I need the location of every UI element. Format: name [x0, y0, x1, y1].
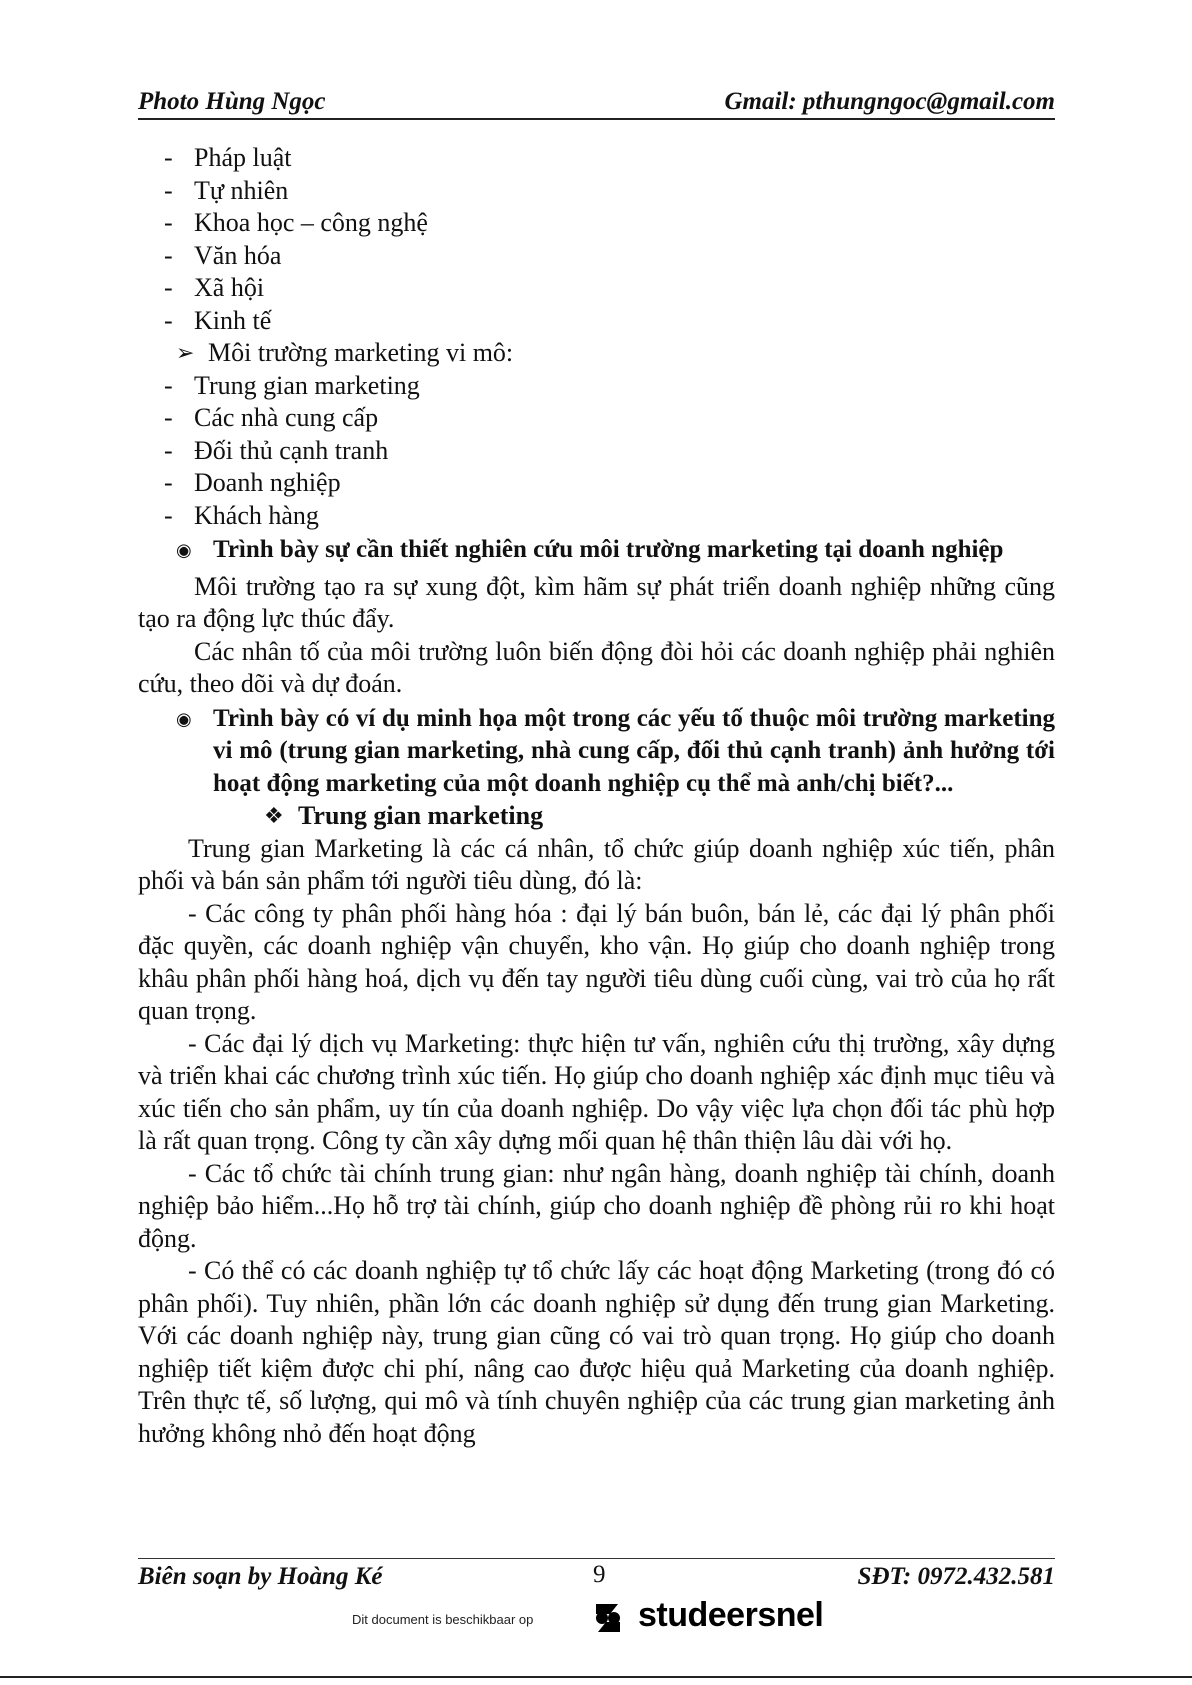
circle-bullet-icon: ◉: [176, 708, 192, 729]
paragraph: Môi trường tạo ra sự xung đột, kìm hãm sự phát triển doanh nghiệp những cũng tạo ra động lực thúc đẩy.: [138, 571, 1055, 633]
circle-bullet-icon: ◉: [176, 540, 192, 560]
question-2: ◉ Trình bày có ví dụ minh họa một trong các yếu tố thuộc môi trường marketing vi mô (trung gian marketing, nhà cung cấp, đối thủ cạnh tranh) ảnh hưởng tới hoạt động marketing của một doanh nghiệp cụ thể mà anh/chị biết?...: [176, 704, 1055, 797]
macro-list: [138, 142, 1055, 337]
list-item: - Các nhà cung cấp: [164, 403, 379, 432]
micro-list: [138, 370, 1055, 533]
paragraph: - Các tổ chức tài chính trung gian: như ngân hàng, doanh nghiệp tài chính, doanh nghiệp bảo hiểm...Họ hỗ trợ tài chính, giúp cho doanh nghiệp đề phòng rủi ro khi hoạt động.: [138, 1158, 1055, 1253]
page-body: [138, 142, 1055, 1450]
page-number: 9: [593, 1561, 606, 1588]
paragraph: - Có thể có các doanh nghiệp tự tổ chức lấy các hoạt động Marketing (trong đó có phân phối). Tuy nhiên, phần lớn các doanh nghiệp sử dụng đến trung gian Marketing. Với các doanh nghiệp này, trung gian cũng có vai trò quan trọng. Họ giúp cho doanh nghiệp tiết kiệm được chi phí, nâng cao được hiệu quả Marketing của doanh nghiệp. Trên thực tế, số lượng, qui mô và tính chuyên nghiệp của các trung gian marketing ảnh hưởng không nhỏ đến hoạt động: [138, 1256, 1055, 1448]
header-left: Photo Hùng Ngọc: [138, 88, 326, 115]
header-email: Gmail: pthungngoc@gmail.com: [724, 88, 1055, 115]
paragraph: Các nhân tố của môi trường luôn biến động đòi hỏi các doanh nghiệp phải nghiên cứu, theo dõi và dự đoán.: [138, 636, 1055, 698]
page-footer: [138, 1558, 1055, 1595]
studeersnel-banner[interactable]: [352, 1592, 852, 1642]
bottom-divider: [0, 1676, 1192, 1678]
paragraph: Trung gian Marketing là các cá nhân, tổ chức giúp doanh nghiệp xúc tiến, phân phối và bán sản phẩm tới người tiêu dùng, đó là:: [138, 833, 1055, 895]
paragraph: - Các đại lý dịch vụ Marketing: thực hiện tư vấn, nghiên cứu thị trường, xây dựng và triển khai các chương trình xúc tiến. Họ giúp cho doanh nghiệp xác định mục tiêu và xúc tiến cho sản phẩm, uy tín của doanh nghiệp. Do vậy việc lựa chọn đối tác phù hợp là rất quan trọng. Công ty cần xây dựng mối quan hệ thân thiện lâu dài với họ.: [138, 1028, 1055, 1155]
footer-phone: SĐT: 0972.432.581: [857, 1563, 1055, 1590]
list-item: - Xã hội: [164, 273, 265, 302]
brand-name: studeersnel: [638, 1596, 824, 1634]
arrow-bullet-icon: ➢: [176, 340, 195, 365]
availability-note: Dit document is beschikbaar op: [352, 1612, 534, 1627]
list-item: - Tự nhiên: [164, 175, 289, 205]
question-1: ◉ Trình bày sự cần thiết nghiên cứu môi trường marketing tại doanh nghiệp: [138, 534, 1055, 567]
subheading: ❖ Trung gian marketing: [138, 800, 1055, 833]
diamond-bullet-icon: ❖: [264, 803, 284, 828]
micro-heading: ➢ Môi trường marketing vi mô:: [138, 337, 1055, 370]
list-item: - Pháp luật: [164, 143, 292, 172]
footer-author: Biên soạn by Hoàng Ké: [138, 1563, 383, 1590]
list-item: - Trung gian marketing: [164, 370, 420, 400]
list-item: - Đối thủ cạnh tranh: [164, 435, 389, 465]
studeersnel-logo-icon: [588, 1598, 628, 1638]
list-item: - Khách hàng: [164, 500, 319, 530]
page-header: [138, 84, 1055, 120]
list-item: - Kinh tế: [164, 305, 272, 335]
list-item: - Khoa học – công nghệ: [164, 208, 428, 237]
list-item: - Văn hóa: [164, 240, 282, 270]
list-item: - Doanh nghiệp: [164, 468, 341, 497]
paragraph: - Các công ty phân phối hàng hóa : đại lý bán buôn, bán lẻ, các đại lý phân phối đặc quyền, các doanh nghiệp vận chuyển, kho vận. Họ giúp cho doanh nghiệp trong khâu phân phối hàng hoá, dịch vụ đến tay người tiêu dùng cuối cùng, vai trò của họ rất quan trọng.: [138, 898, 1055, 1025]
